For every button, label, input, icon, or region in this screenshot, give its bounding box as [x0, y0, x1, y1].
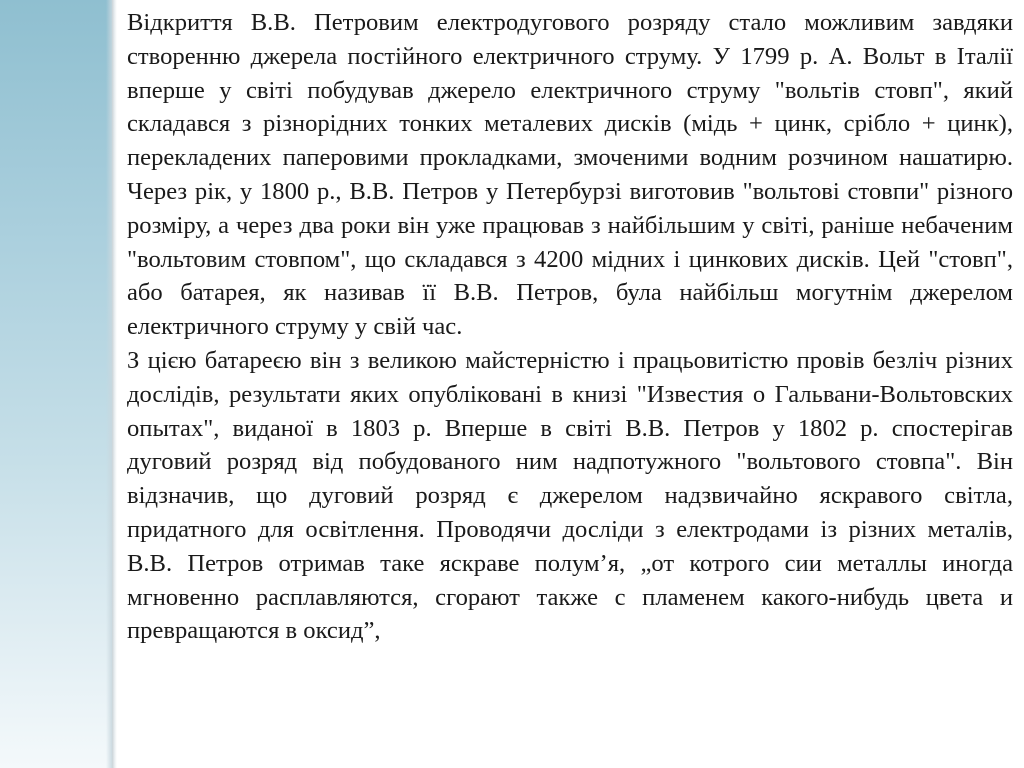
paragraph-1: Відкриття В.В. Петровим електродугового розряду стало можливим завдяки створенню джерела постійного електричного струму. У 1799 р. А. Вольт в Італії вперше у світі побудував джерело електричного струму "вольтів стовп", який складався з різнорідних тонких металевих дисків (мідь + цинк, срібло + цинк), перекладених паперовими прокладками, змоченими водним розчином нашатирю. Через рік, у 1800 р., В.В. Петров у Петербурзі виготовив "вольтові стовпи" різного розміру, а через два роки він уже працював з найбільшим у світі, раніше небаченим "вольтовим стовпом", що складався з 4200 мідних і цинкових дисків. Цей "стовп", або батарея, як називав її В.В. Петров, була найбільш могутнім джерелом електричного струму у свій час. — [127, 9, 1013, 341]
paragraph-2: З цією батареєю він з великою майстерністю і працьовитістю провів безліч різних дослідів, результати яких опубліковані в книзі "Известия о Гальвани-Вольтовских опытах", виданої в 1803 р. Вперше в світі В.В. Петров у 1802 р. спостерігав дуговий розряд від побудованого ним надпотужного "вольтового стовпа". Він відзначив, що дуговий розряд є джерелом надзвичайно яскравого світла, придатного для освітлення. Проводячи досліди з електродами із різних металів, В.В. Петров отримав таке яскраве полум’я, „от котрого сии металлы иногда мгновенно расплавляются, сгорают также с пламенем какого-нибудь цвета и превращаются в оксид”, — [127, 346, 1013, 645]
document-body — [127, 6, 1013, 648]
decorative-side-band — [0, 0, 112, 768]
side-band-shadow — [112, 0, 117, 768]
